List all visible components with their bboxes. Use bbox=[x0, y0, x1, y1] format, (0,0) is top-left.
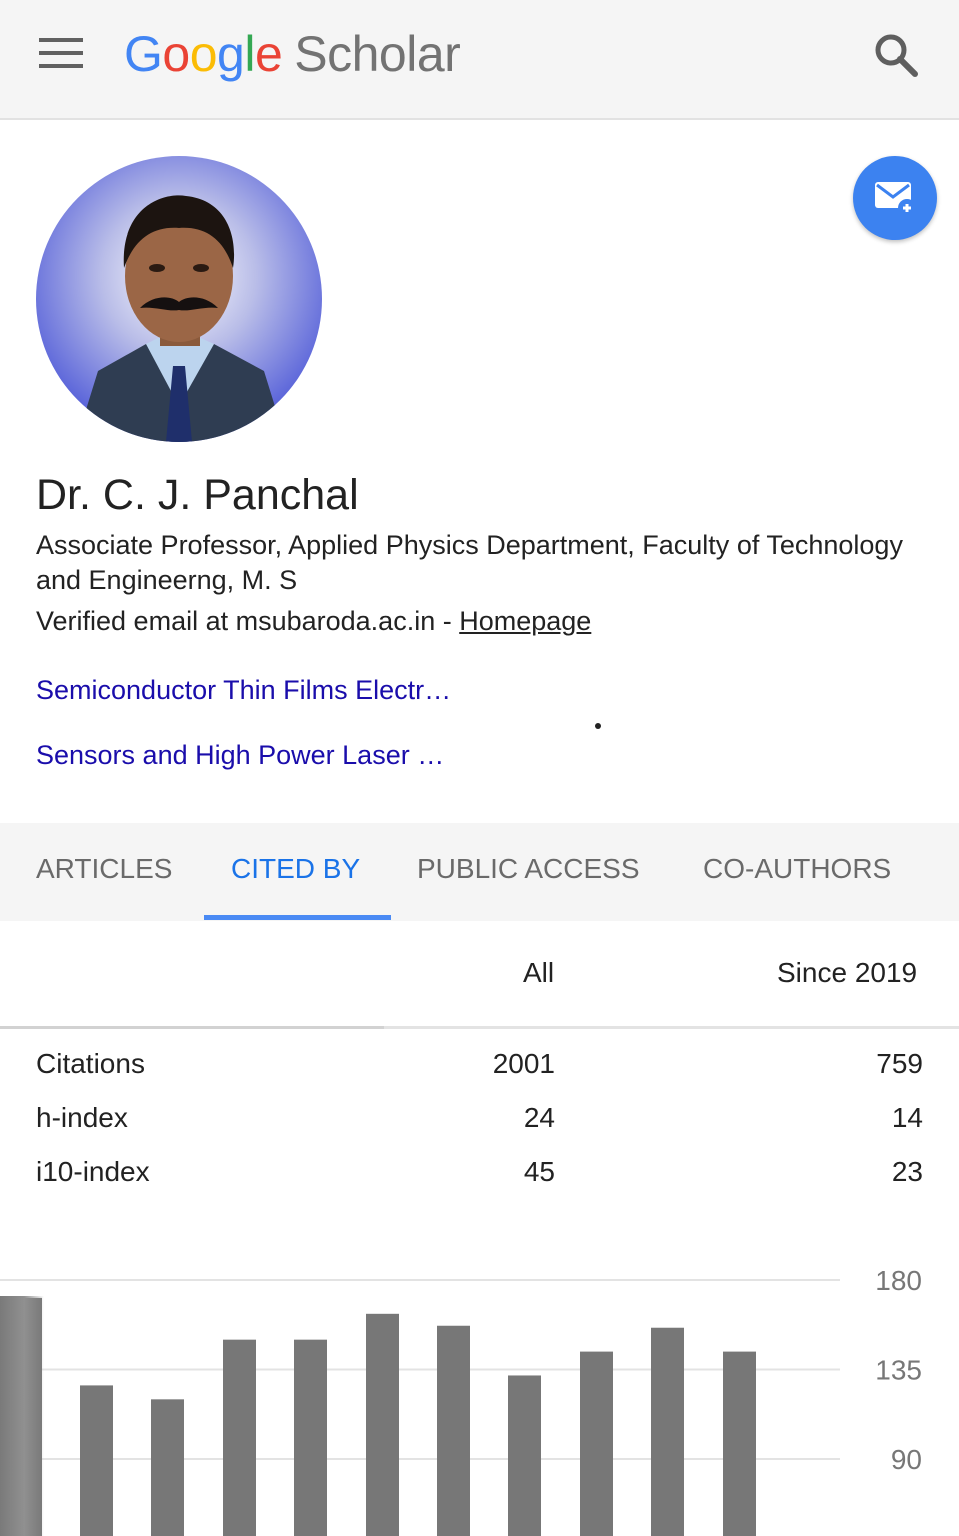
stats-row-label: Citations bbox=[36, 1048, 145, 1079]
google-scholar-logo[interactable] bbox=[124, 22, 460, 86]
verified-email-text: Verified email at msubaroda.ac.in - bbox=[36, 606, 460, 636]
stats-row-label: h-index bbox=[36, 1102, 128, 1133]
email-plus-icon bbox=[873, 176, 917, 220]
chart-y-tick-label: 180 bbox=[875, 1265, 922, 1296]
stats-row-since: 23 bbox=[891, 1156, 923, 1187]
follow-email-button[interactable] bbox=[853, 156, 937, 240]
citations-chart bbox=[0, 1260, 959, 1536]
citations-bar-chart bbox=[0, 1260, 959, 1536]
chart-bar[interactable] bbox=[580, 1352, 613, 1536]
stats-row-label: i10-index bbox=[36, 1156, 150, 1187]
logo-letter: l bbox=[244, 26, 255, 82]
search-icon[interactable] bbox=[872, 31, 920, 79]
stats-row-since: 14 bbox=[891, 1102, 923, 1133]
active-tab-indicator bbox=[204, 915, 391, 920]
stats-row-all: 2001 bbox=[492, 1048, 555, 1079]
stats-row-all: 24 bbox=[523, 1102, 555, 1133]
chart-y-tick-label: 135 bbox=[875, 1354, 922, 1386]
chart-y-tick-label: 90 bbox=[890, 1444, 922, 1475]
tab-co-authors[interactable]: CO-AUTHORS bbox=[703, 853, 892, 884]
table-divider-accent bbox=[0, 1026, 384, 1029]
chart-bar[interactable] bbox=[437, 1326, 470, 1536]
app-header bbox=[0, 0, 959, 120]
chart-bar[interactable] bbox=[294, 1340, 327, 1536]
logo-product: Scholar bbox=[294, 26, 461, 82]
profile-tabs bbox=[0, 823, 959, 921]
separator-dot bbox=[595, 723, 601, 729]
chart-bar[interactable] bbox=[80, 1385, 113, 1536]
logo-letter: e bbox=[254, 26, 283, 82]
column-header-since: Since 2019 bbox=[777, 957, 918, 988]
chart-bar[interactable] bbox=[366, 1314, 399, 1536]
stats-row-all: 45 bbox=[523, 1156, 555, 1187]
chart-bar[interactable] bbox=[508, 1375, 541, 1536]
chart-scroll-edge bbox=[0, 1296, 44, 1536]
stats-row-since: 759 bbox=[876, 1048, 923, 1079]
chart-bar[interactable] bbox=[723, 1352, 756, 1536]
profile-name: Dr. C. J. Panchal bbox=[36, 471, 359, 519]
logo-letter: G bbox=[124, 26, 163, 82]
tab-cited-by[interactable]: CITED BY bbox=[231, 853, 361, 884]
interest-link[interactable]: Semiconductor Thin Films Electr… bbox=[36, 675, 452, 705]
logo-letter: o bbox=[162, 26, 190, 82]
chart-bar[interactable] bbox=[651, 1328, 684, 1536]
interest-link[interactable]: Sensors and High Power Laser … bbox=[36, 740, 445, 770]
column-header-all: All bbox=[523, 957, 555, 988]
chart-bar[interactable] bbox=[151, 1399, 184, 1536]
tab-articles[interactable]: ARTICLES bbox=[36, 853, 173, 884]
profile-affiliation: Associate Professor, Applied Physics Department, Faculty of Technology and Engineerng, M. S bbox=[36, 530, 903, 595]
hamburger-menu-icon[interactable] bbox=[39, 38, 83, 68]
tab-public-access[interactable]: PUBLIC ACCESS bbox=[417, 853, 640, 884]
homepage-link[interactable]: Homepage bbox=[459, 606, 592, 636]
logo-letter: o bbox=[189, 26, 218, 82]
chart-bar[interactable] bbox=[223, 1340, 256, 1536]
logo-letter: g bbox=[217, 26, 245, 82]
profile-avatar bbox=[36, 156, 322, 442]
verified-email-line bbox=[36, 604, 591, 639]
